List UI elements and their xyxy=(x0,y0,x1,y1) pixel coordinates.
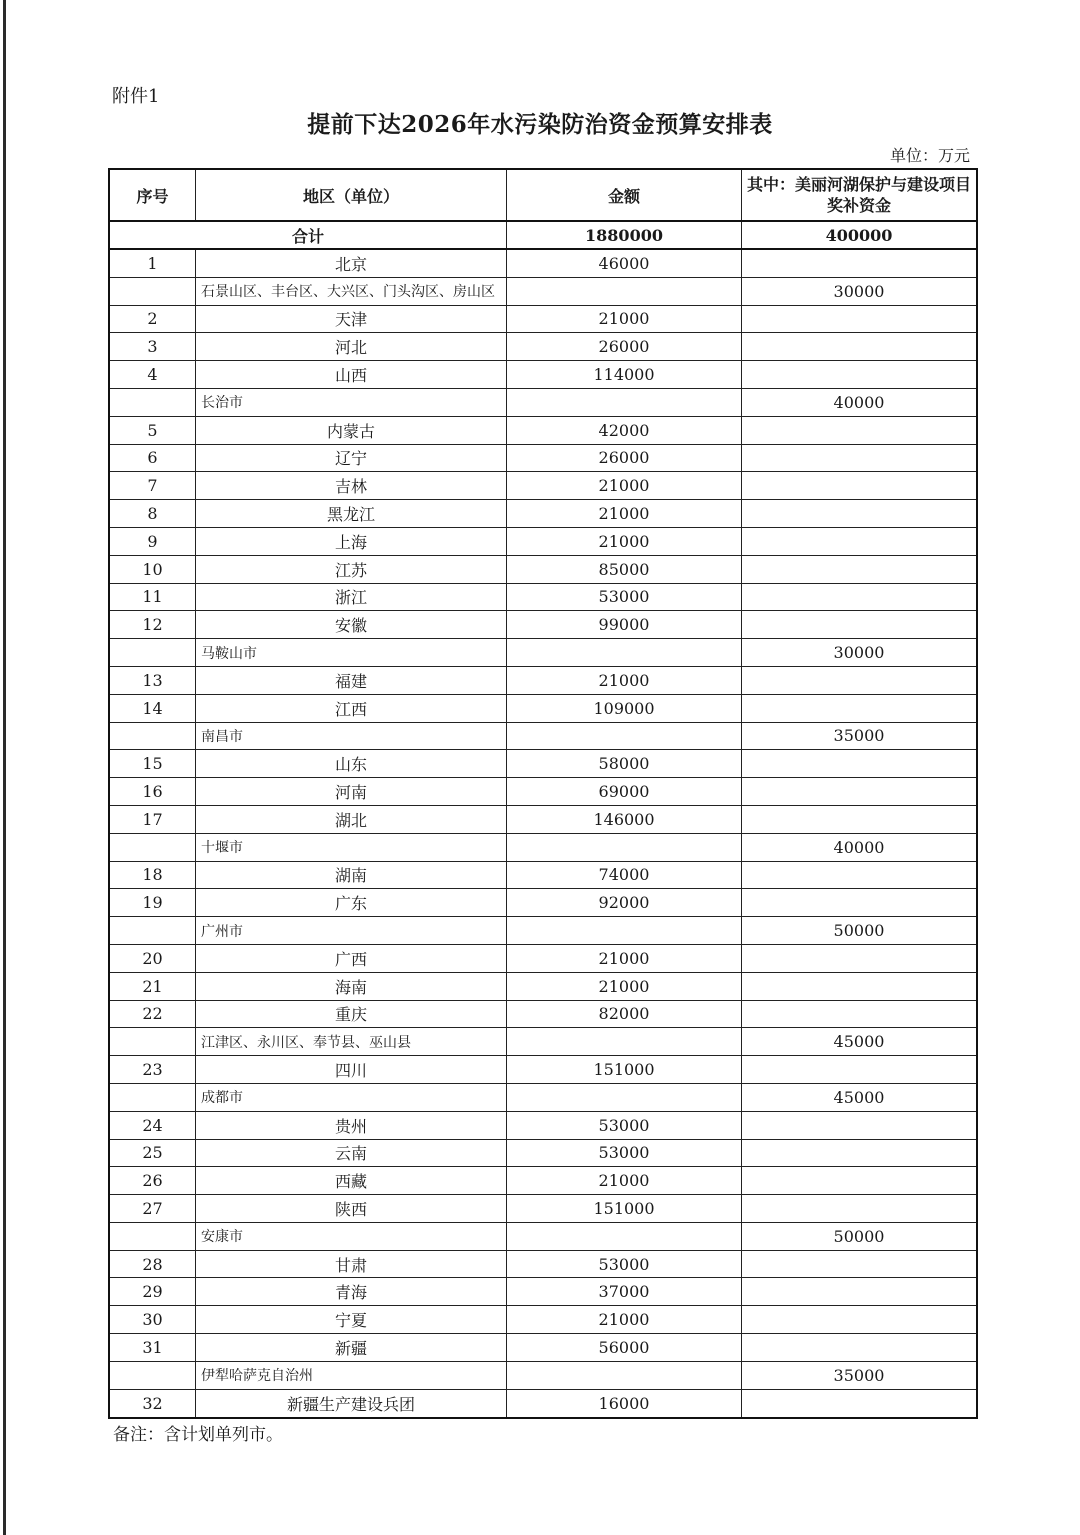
total-amount: 1880000 xyxy=(507,222,742,248)
row-amount: 21000 xyxy=(507,667,742,694)
table-row xyxy=(110,1334,976,1362)
table-row xyxy=(110,945,976,973)
row-award xyxy=(742,333,976,360)
row-award xyxy=(742,1001,976,1028)
total-row xyxy=(110,222,976,250)
row-amount xyxy=(507,834,742,861)
table-row xyxy=(110,1001,976,1029)
row-award xyxy=(742,250,976,277)
row-award xyxy=(742,1334,976,1361)
row-award xyxy=(742,500,976,527)
header-amount: 金额 xyxy=(507,170,742,220)
row-region: 成都市 xyxy=(196,1084,507,1111)
row-region: 江西 xyxy=(196,695,507,722)
table-row xyxy=(110,500,976,528)
row-amount: 21000 xyxy=(507,1306,742,1333)
row-amount: 16000 xyxy=(507,1390,742,1418)
row-index: 32 xyxy=(110,1390,196,1418)
row-amount: 146000 xyxy=(507,806,742,833)
row-amount: 37000 xyxy=(507,1278,742,1305)
footnote: 备注：含计划单列市。 xyxy=(113,1425,283,1445)
table-row xyxy=(110,584,976,612)
row-award xyxy=(742,778,976,805)
row-index: 1 xyxy=(110,250,196,277)
table-row xyxy=(110,445,976,473)
row-region: 四川 xyxy=(196,1056,507,1083)
row-amount xyxy=(507,917,742,944)
row-amount: 109000 xyxy=(507,695,742,722)
row-award xyxy=(742,1306,976,1333)
table-row xyxy=(110,250,976,278)
row-region: 江苏 xyxy=(196,556,507,583)
row-region: 甘肃 xyxy=(196,1251,507,1278)
table-subrow xyxy=(110,1028,976,1056)
row-award xyxy=(742,556,976,583)
row-index xyxy=(110,917,196,944)
row-amount xyxy=(507,1362,742,1389)
budget-table xyxy=(108,168,978,1419)
row-award: 50000 xyxy=(833,1226,885,1246)
row-region: 新疆生产建设兵团 xyxy=(196,1390,507,1418)
row-amount: 21000 xyxy=(507,306,742,333)
row-award xyxy=(742,306,976,333)
row-region: 石景山区、丰台区、大兴区、门头沟区、房山区 xyxy=(196,278,507,305)
row-region: 广州市 xyxy=(196,917,507,944)
row-award: 40000 xyxy=(833,837,885,857)
table-subrow xyxy=(110,278,976,306)
header-award: 其中：美丽河湖保护与建设项目奖补资金 xyxy=(746,175,971,215)
row-award xyxy=(742,1140,976,1167)
row-region: 浙江 xyxy=(196,584,507,611)
row-index: 10 xyxy=(110,556,196,583)
row-region: 宁夏 xyxy=(196,1306,507,1333)
table-row xyxy=(110,472,976,500)
row-region: 重庆 xyxy=(196,1001,507,1028)
row-award xyxy=(742,445,976,472)
row-index xyxy=(110,1084,196,1111)
row-index: 21 xyxy=(110,973,196,1000)
row-amount xyxy=(507,1028,742,1055)
row-index xyxy=(110,389,196,416)
row-region: 安康市 xyxy=(196,1223,507,1250)
table-subrow xyxy=(110,1084,976,1112)
row-index xyxy=(110,834,196,861)
row-region: 江津区、永川区、奉节县、巫山县 xyxy=(196,1028,507,1055)
row-award xyxy=(742,862,976,889)
row-award xyxy=(742,806,976,833)
table-row xyxy=(110,889,976,917)
row-award xyxy=(742,1390,976,1418)
row-award xyxy=(742,1112,976,1139)
row-region: 内蒙古 xyxy=(196,417,507,444)
row-region: 西藏 xyxy=(196,1167,507,1194)
row-index: 29 xyxy=(110,1278,196,1305)
row-index: 22 xyxy=(110,1001,196,1028)
row-award xyxy=(742,611,976,638)
row-award xyxy=(742,667,976,694)
row-amount: 151000 xyxy=(507,1056,742,1083)
row-amount: 53000 xyxy=(507,1140,742,1167)
row-region: 伊犁哈萨克自治州 xyxy=(196,1362,507,1389)
row-award xyxy=(742,695,976,722)
row-index xyxy=(110,1028,196,1055)
row-award xyxy=(742,889,976,916)
row-index: 7 xyxy=(110,472,196,499)
row-region: 马鞍山市 xyxy=(196,639,507,666)
table-row xyxy=(110,361,976,389)
row-region: 陕西 xyxy=(196,1195,507,1222)
row-region: 山西 xyxy=(196,361,507,388)
row-region: 长治市 xyxy=(196,389,507,416)
row-index: 20 xyxy=(110,945,196,972)
table-row xyxy=(110,1140,976,1168)
row-amount xyxy=(507,639,742,666)
row-region: 河北 xyxy=(196,333,507,360)
table-row xyxy=(110,306,976,334)
row-amount: 74000 xyxy=(507,862,742,889)
table-subrow xyxy=(110,1362,976,1390)
row-amount: 69000 xyxy=(507,778,742,805)
row-amount: 21000 xyxy=(507,1167,742,1194)
row-amount: 21000 xyxy=(507,528,742,555)
table-row xyxy=(110,1390,976,1418)
row-index: 11 xyxy=(110,584,196,611)
row-amount xyxy=(507,723,742,750)
row-amount: 99000 xyxy=(507,611,742,638)
row-index xyxy=(110,723,196,750)
row-region: 广东 xyxy=(196,889,507,916)
table-row xyxy=(110,1195,976,1223)
row-index xyxy=(110,278,196,305)
row-award xyxy=(742,584,976,611)
table-subrow xyxy=(110,389,976,417)
row-award xyxy=(742,361,976,388)
table-row xyxy=(110,1251,976,1279)
row-amount xyxy=(507,1223,742,1250)
row-index: 8 xyxy=(110,500,196,527)
table-row xyxy=(110,417,976,445)
row-region: 福建 xyxy=(196,667,507,694)
row-region: 天津 xyxy=(196,306,507,333)
row-award xyxy=(742,1056,976,1083)
row-index: 2 xyxy=(110,306,196,333)
table-subrow xyxy=(110,723,976,751)
row-index: 24 xyxy=(110,1112,196,1139)
row-index: 14 xyxy=(110,695,196,722)
row-amount: 46000 xyxy=(507,250,742,277)
table-row xyxy=(110,862,976,890)
row-amount: 21000 xyxy=(507,945,742,972)
row-award: 30000 xyxy=(833,281,885,301)
row-region: 青海 xyxy=(196,1278,507,1305)
row-amount xyxy=(507,389,742,416)
row-award xyxy=(742,528,976,555)
row-award xyxy=(742,750,976,777)
scan-border xyxy=(3,0,6,1535)
row-region: 贵州 xyxy=(196,1112,507,1139)
row-index xyxy=(110,1223,196,1250)
row-amount: 26000 xyxy=(507,445,742,472)
row-award xyxy=(742,1251,976,1278)
row-index: 12 xyxy=(110,611,196,638)
row-amount: 21000 xyxy=(507,472,742,499)
row-amount: 53000 xyxy=(507,1251,742,1278)
row-region: 山东 xyxy=(196,750,507,777)
row-index: 27 xyxy=(110,1195,196,1222)
row-amount: 21000 xyxy=(507,973,742,1000)
row-index: 16 xyxy=(110,778,196,805)
row-award: 45000 xyxy=(833,1032,885,1052)
row-region: 安徽 xyxy=(196,611,507,638)
table-row xyxy=(110,695,976,723)
table-row xyxy=(110,806,976,834)
row-award: 45000 xyxy=(833,1087,885,1107)
row-index: 28 xyxy=(110,1251,196,1278)
row-index: 25 xyxy=(110,1140,196,1167)
row-index: 4 xyxy=(110,361,196,388)
table-row xyxy=(110,1112,976,1140)
table-subrow xyxy=(110,639,976,667)
row-region: 湖北 xyxy=(196,806,507,833)
row-region: 吉林 xyxy=(196,472,507,499)
header-index: 序号 xyxy=(110,170,196,220)
row-index: 26 xyxy=(110,1167,196,1194)
row-region: 新疆 xyxy=(196,1334,507,1361)
table-row xyxy=(110,667,976,695)
row-index: 17 xyxy=(110,806,196,833)
table-row xyxy=(110,528,976,556)
row-amount: 53000 xyxy=(507,584,742,611)
row-region: 云南 xyxy=(196,1140,507,1167)
table-row xyxy=(110,973,976,1001)
row-award xyxy=(742,1167,976,1194)
table-row xyxy=(110,1306,976,1334)
row-index: 3 xyxy=(110,333,196,360)
row-award xyxy=(742,1278,976,1305)
row-region: 广西 xyxy=(196,945,507,972)
table-row xyxy=(110,778,976,806)
row-award: 35000 xyxy=(833,726,885,746)
table-header-row xyxy=(110,170,976,222)
table-subrow xyxy=(110,917,976,945)
row-region: 湖南 xyxy=(196,862,507,889)
row-index: 5 xyxy=(110,417,196,444)
row-index: 23 xyxy=(110,1056,196,1083)
row-region: 十堰市 xyxy=(196,834,507,861)
row-index: 31 xyxy=(110,1334,196,1361)
table-row xyxy=(110,1278,976,1306)
total-label: 合计 xyxy=(110,222,507,248)
row-index: 30 xyxy=(110,1306,196,1333)
row-amount: 92000 xyxy=(507,889,742,916)
row-index: 18 xyxy=(110,862,196,889)
row-amount: 42000 xyxy=(507,417,742,444)
row-award: 35000 xyxy=(833,1365,885,1385)
row-award: 50000 xyxy=(833,921,885,941)
total-award: 400000 xyxy=(825,225,893,245)
row-award xyxy=(742,973,976,1000)
row-region: 北京 xyxy=(196,250,507,277)
row-award xyxy=(742,417,976,444)
table-row xyxy=(110,1056,976,1084)
row-region: 上海 xyxy=(196,528,507,555)
row-index: 19 xyxy=(110,889,196,916)
row-award xyxy=(742,945,976,972)
unit-label: 单位：万元 xyxy=(889,146,970,165)
table-body xyxy=(110,250,976,1417)
table-row xyxy=(110,1167,976,1195)
row-award: 30000 xyxy=(833,643,885,663)
row-amount: 151000 xyxy=(507,1195,742,1222)
row-award: 40000 xyxy=(833,392,885,412)
header-region: 地区（单位） xyxy=(196,170,507,220)
row-amount: 53000 xyxy=(507,1112,742,1139)
row-award xyxy=(742,1195,976,1222)
table-row xyxy=(110,556,976,584)
row-index xyxy=(110,1362,196,1389)
table-row xyxy=(110,611,976,639)
row-region: 河南 xyxy=(196,778,507,805)
table-subrow xyxy=(110,1223,976,1251)
row-region: 辽宁 xyxy=(196,445,507,472)
row-amount: 114000 xyxy=(507,361,742,388)
table-subrow xyxy=(110,834,976,862)
row-amount: 85000 xyxy=(507,556,742,583)
row-region: 海南 xyxy=(196,973,507,1000)
row-index: 15 xyxy=(110,750,196,777)
row-amount: 26000 xyxy=(507,333,742,360)
row-amount: 58000 xyxy=(507,750,742,777)
row-index xyxy=(110,639,196,666)
row-amount: 82000 xyxy=(507,1001,742,1028)
table-row xyxy=(110,750,976,778)
attachment-label: 附件1 xyxy=(112,86,160,107)
row-amount: 56000 xyxy=(507,1334,742,1361)
row-index: 13 xyxy=(110,667,196,694)
row-index: 6 xyxy=(110,445,196,472)
row-index: 9 xyxy=(110,528,196,555)
table-row xyxy=(110,333,976,361)
document-title: 提前下达2026年水污染防治资金预算安排表 xyxy=(307,111,773,138)
row-award xyxy=(742,472,976,499)
row-region: 黑龙江 xyxy=(196,500,507,527)
row-amount xyxy=(507,1084,742,1111)
row-amount: 21000 xyxy=(507,500,742,527)
row-amount xyxy=(507,278,742,305)
row-region: 南昌市 xyxy=(196,723,507,750)
